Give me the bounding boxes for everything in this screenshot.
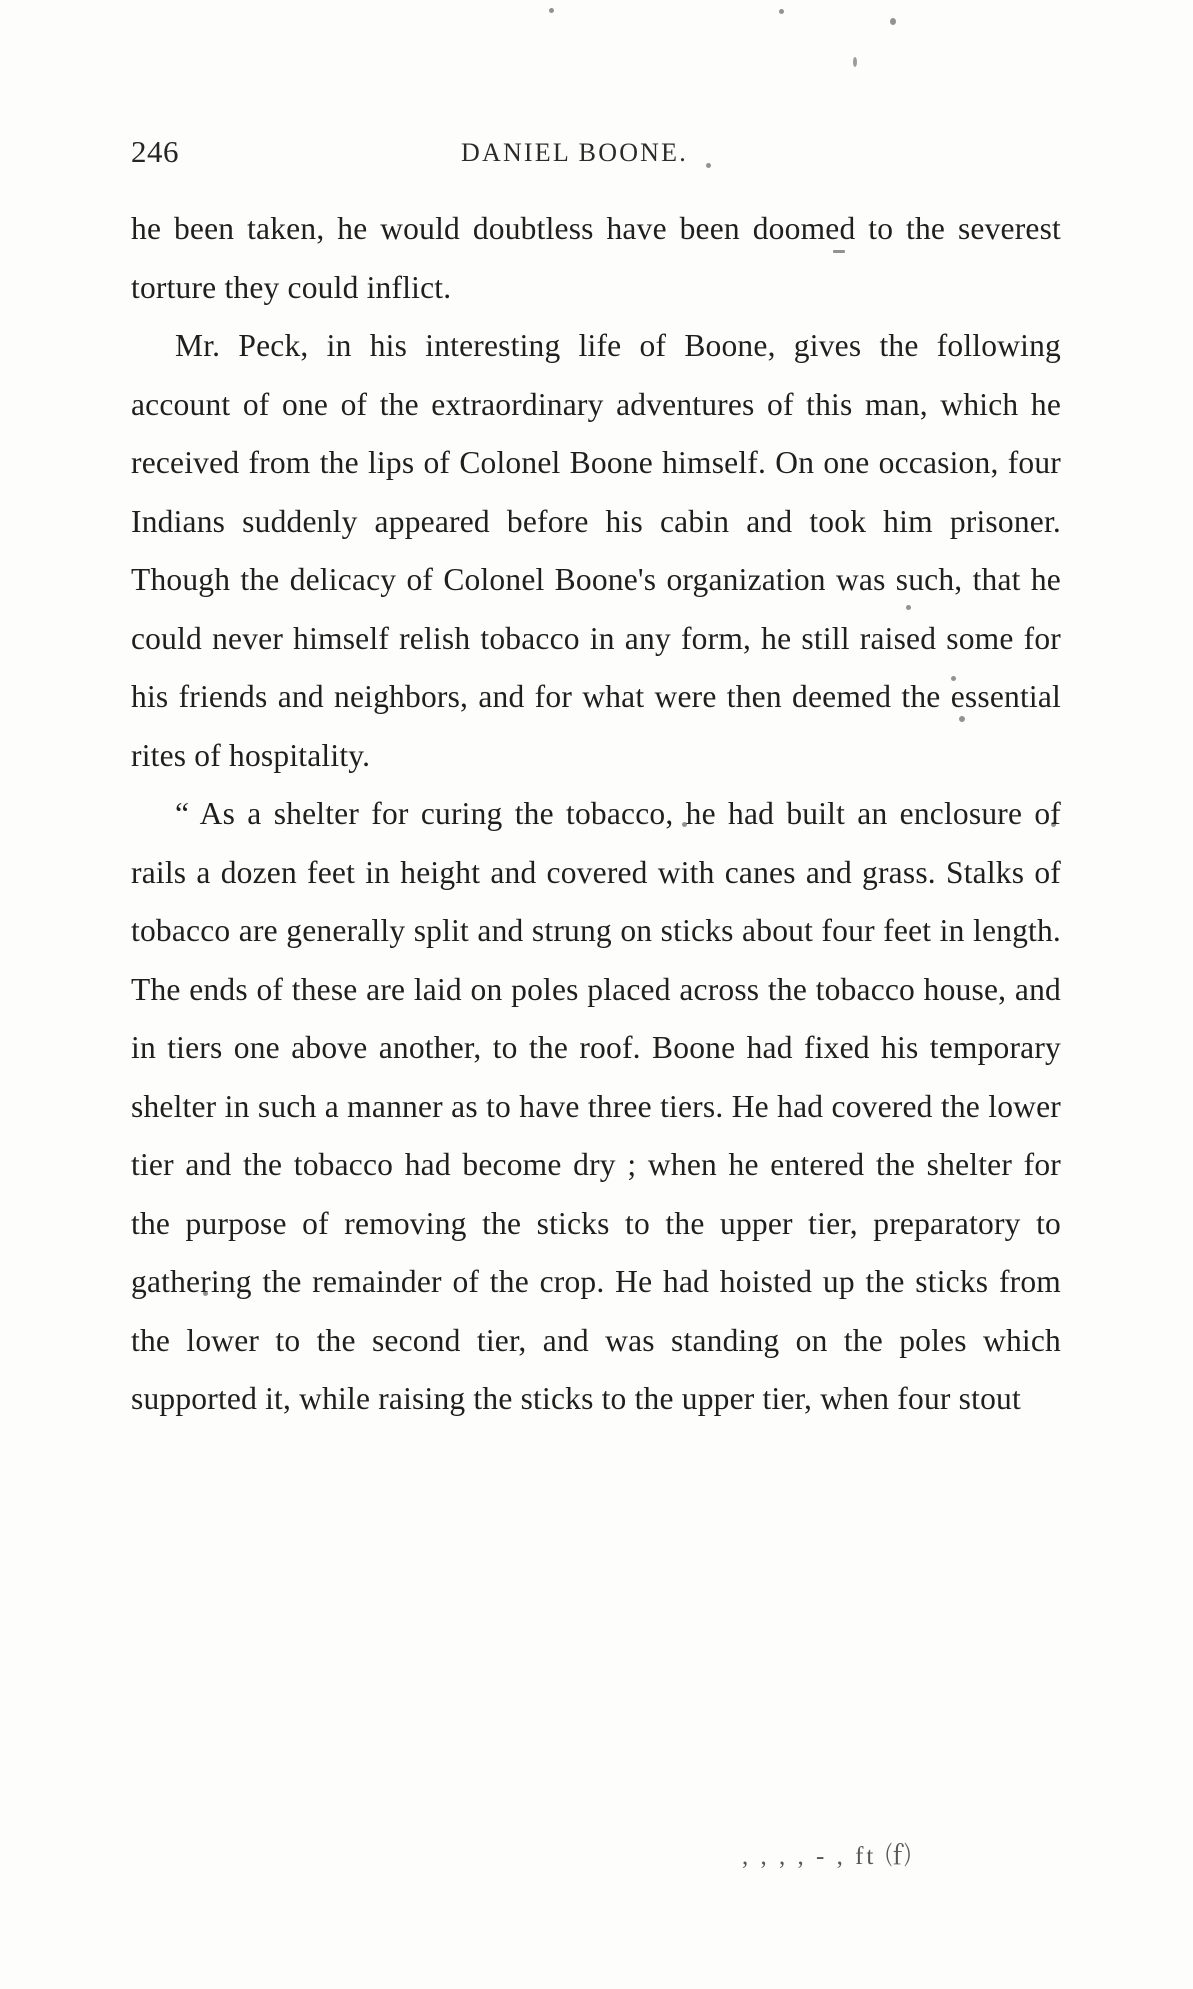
footer-smudge-mark: , , , , - , ft ⒡	[742, 1843, 914, 1870]
scan-speck	[853, 57, 857, 67]
scan-speck	[549, 8, 554, 13]
page-number: 246	[131, 134, 179, 169]
scan-speck	[779, 9, 784, 14]
paragraph: Mr. Peck, in his interesting life of Boone, gives the following account of one of the extraordinary adventures of this man, which he received from the lips of Colonel Boone himself. On one occasion, four Indians suddenly appeared before his cabin and took him prisoner. Though the delicacy of Colonel Boone's organization was such, that he could never himself relish tobacco in any form, he still raised some for his friends and neighbors, and for what were then deemed the essential rites of hospitality.	[131, 328, 1061, 773]
paragraph: he been taken, he would doubtless have been doomed to the severest torture they could inflict.	[131, 211, 1061, 305]
page-header	[131, 134, 1062, 174]
paragraph: “ As a shelter for curing the tobacco, he had built an enclosure of rails a dozen feet in height and covered with canes and grass. Stalks of tobacco are generally split and strung on sticks about four feet in length. The ends of these are laid on poles placed across the tobacco house, and in tiers one above another, to the roof. Boone had fixed his temporary shelter in such a manner as to have three tiers. He had covered the lower tier and the tobacco had become dry ; when he entered the shelter for the purpose of removing the sticks to the upper tier, preparatory to gathering the remainder of the crop. He had hoisted up the sticks from the lower to the second tier, and was standing on the poles which supported it, while raising the sticks to the upper tier, when four stout	[131, 796, 1061, 1416]
running-head: DANIEL BOONE.	[461, 138, 688, 167]
scan-speck	[890, 18, 896, 25]
page-body-text	[131, 200, 1061, 1429]
